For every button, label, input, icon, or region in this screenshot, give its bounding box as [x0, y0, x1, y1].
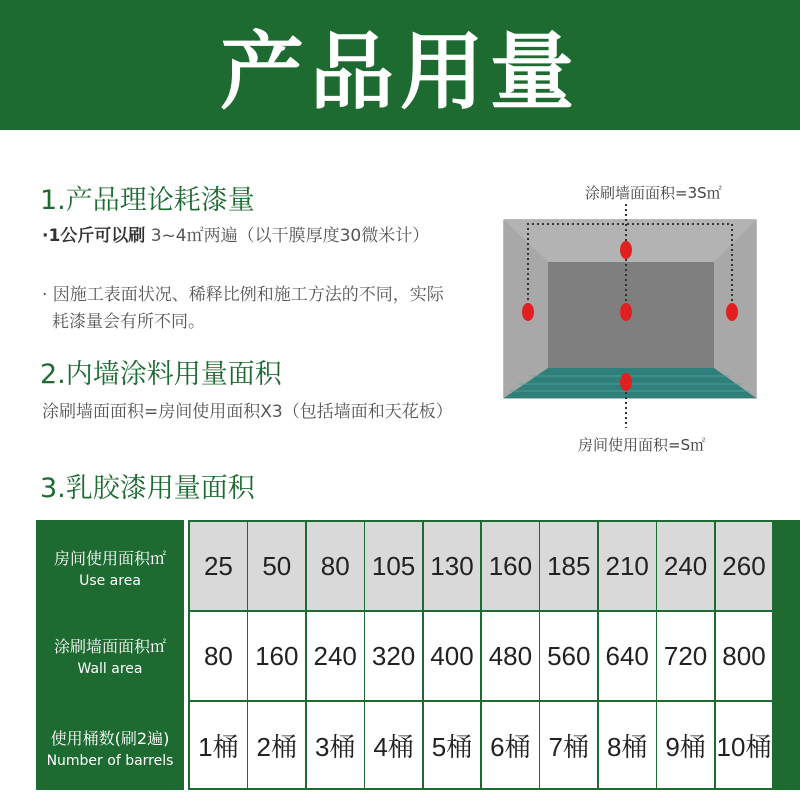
table-cell: 10桶	[716, 702, 773, 788]
page-title: 产品用量	[219, 22, 580, 121]
row-label-cn: 涂刷墙面面积㎡	[53, 637, 166, 656]
dot-ceiling	[620, 241, 632, 259]
table-cell: 8桶	[599, 702, 656, 788]
table-cell: 160	[482, 522, 539, 610]
table-row-label	[36, 636, 184, 680]
row-label-cn: 房间使用面积㎡	[53, 549, 166, 568]
table-row-label	[36, 548, 184, 592]
table-cell: 185	[540, 522, 597, 610]
section1-line1	[42, 222, 429, 250]
table-cell: 480	[482, 612, 539, 700]
table-cell: 2桶	[248, 702, 305, 788]
table-cell: 160	[248, 612, 305, 700]
section1-line1-rest: 3~4㎡两遍（以干膜厚度30微米计）	[145, 226, 430, 246]
section1-line2b: 耗漆量会有所不同。	[52, 312, 205, 332]
room-diagram	[500, 200, 760, 440]
row-label-en: Number of barrels	[46, 753, 174, 769]
diagram-wall-area-label: 涂刷墙面面积=3S㎡	[585, 184, 722, 202]
table-cell: 240	[657, 522, 714, 610]
table-cell: 50	[248, 522, 305, 610]
table-cell: 260	[716, 522, 773, 610]
section1-heading: 1.产品理论耗漆量	[40, 185, 255, 216]
table-cell: 5桶	[424, 702, 481, 788]
dot-floor	[620, 373, 632, 391]
row-label-en: Wall area	[77, 661, 143, 677]
table-cell: 210	[599, 522, 656, 610]
table-cell: 560	[540, 612, 597, 700]
row-label-en: Use area	[79, 573, 141, 589]
table-cell: 800	[716, 612, 773, 700]
section3-heading: 3.乳胶漆用量面积	[40, 473, 255, 504]
table-cell: 80	[190, 612, 247, 700]
table-cell: 3桶	[307, 702, 364, 788]
dot-back-wall	[620, 303, 632, 321]
dot-left-wall	[522, 303, 534, 321]
section1-line2a: · 因施工表面状况、稀释比例和施工方法的不同，实际	[42, 285, 444, 305]
table-row-label	[36, 728, 184, 772]
table-cell: 640	[599, 612, 656, 700]
section2-heading: 2.内墙涂料用量面积	[40, 359, 282, 390]
table-cell: 9桶	[657, 702, 714, 788]
table-cell: 6桶	[482, 702, 539, 788]
section2-line: 涂刷墙面面积=房间使用面积X3（包括墙面和天花板）	[42, 402, 453, 422]
diagram-floor-area-label: 房间使用面积=S㎡	[578, 436, 706, 454]
table-cell: 105	[365, 522, 422, 610]
table-cell: 7桶	[540, 702, 597, 788]
table-cell: 25	[190, 522, 247, 610]
table-cell: 130	[424, 522, 481, 610]
table-cell: 1桶	[190, 702, 247, 788]
row-label-cn: 使用桶数(刷2遍)	[50, 729, 170, 748]
dot-right-wall	[726, 303, 738, 321]
table-cell: 240	[307, 612, 364, 700]
section1-line1-prefix: ·1公斤可以刷	[42, 226, 146, 246]
table-cell: 4桶	[365, 702, 422, 788]
table-cell: 320	[365, 612, 422, 700]
table-cell: 400	[424, 612, 481, 700]
table-cell: 80	[307, 522, 364, 610]
table-cell: 720	[657, 612, 714, 700]
